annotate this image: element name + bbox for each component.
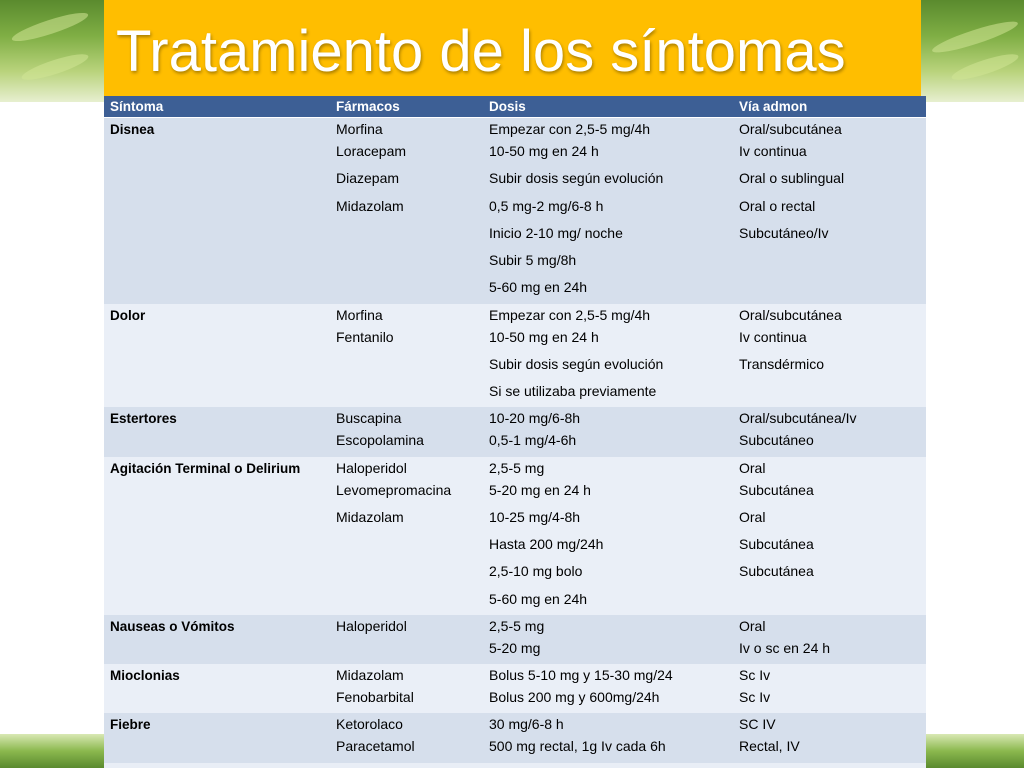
route-cell: Subcutáneo/Iv bbox=[739, 224, 829, 241]
table-row bbox=[330, 713, 926, 735]
drug-cell: Haloperidol bbox=[336, 617, 407, 634]
drug-cell: Midazolam bbox=[336, 667, 404, 683]
route-cell: Subcutáneo bbox=[739, 432, 814, 449]
dose-cell: 10-25 mg/4-8h bbox=[489, 508, 581, 525]
drug-cell bbox=[330, 249, 483, 276]
dose-cell: 2,5-5 mg bbox=[489, 459, 545, 476]
symptom-cell: Agitación Terminal o Delirium bbox=[110, 460, 301, 476]
table-row bbox=[330, 637, 926, 664]
table-row bbox=[330, 140, 926, 167]
table-row bbox=[330, 664, 926, 686]
table-row bbox=[330, 118, 926, 140]
symptom-group bbox=[104, 713, 926, 762]
symptom-group bbox=[104, 407, 926, 456]
route-cell: Oral bbox=[739, 459, 766, 476]
table-row bbox=[330, 533, 926, 560]
route-cell: Rectal, IV bbox=[739, 738, 800, 755]
table-row bbox=[330, 276, 926, 303]
route-cell: Oral bbox=[739, 508, 766, 525]
table-row bbox=[330, 735, 926, 762]
table-row bbox=[330, 353, 926, 380]
symptom-cell: Dolor bbox=[110, 307, 146, 323]
route-cell: Subcutánea bbox=[739, 481, 814, 498]
dose-cell: 0,5-1 mg/4-6h bbox=[489, 432, 577, 449]
dose-cell: Empezar con 2,5-5 mg/4h bbox=[489, 121, 651, 137]
drug-cell bbox=[330, 222, 483, 249]
header-via-admon: Vía admon bbox=[739, 99, 808, 114]
table-header bbox=[104, 96, 926, 118]
dose-cell: 10-50 mg en 24 h bbox=[489, 328, 599, 345]
route-cell: Oral/subcutánea/Iv bbox=[739, 410, 857, 427]
drug-cell: Levomepromacina bbox=[336, 481, 452, 498]
drug-cell bbox=[330, 560, 483, 587]
table-row bbox=[330, 222, 926, 249]
dose-cell: 500 mg rectal, 1g Iv cada 6h bbox=[489, 738, 666, 755]
route-cell bbox=[733, 380, 926, 407]
drug-cell: Buscapina bbox=[336, 410, 402, 427]
drug-cell: Fenobarbital bbox=[336, 689, 414, 705]
table-row bbox=[330, 167, 926, 194]
drug-cell: Loracepam bbox=[336, 143, 407, 159]
header-dosis: Dosis bbox=[489, 99, 526, 114]
dose-cell: Empezar con 2,5-5 mg/4h bbox=[489, 306, 651, 323]
dose-cell: 2,5-10 mg bolo bbox=[489, 563, 583, 580]
symptom-cell: Disnea bbox=[110, 122, 155, 137]
dose-cell: 0,5 mg-2 mg/6-8 h bbox=[489, 197, 604, 214]
table-row bbox=[330, 506, 926, 533]
dose-cell: Inicio 2-10 mg/ noche bbox=[489, 224, 623, 241]
dose-cell: 30 mg/6-8 h bbox=[489, 716, 564, 733]
drug-cell: Morfina bbox=[336, 121, 383, 137]
drug-cell bbox=[330, 380, 483, 407]
drug-cell bbox=[330, 533, 483, 560]
route-cell: Oral bbox=[739, 617, 766, 634]
table-row bbox=[330, 249, 926, 276]
drug-cell: Midazolam bbox=[336, 197, 404, 214]
table-row bbox=[330, 457, 926, 479]
symptom-group bbox=[104, 118, 926, 304]
symptom-group bbox=[104, 664, 926, 713]
drug-cell: Ketorolaco bbox=[336, 716, 403, 733]
symptom-cell: Mioclonias bbox=[110, 668, 180, 683]
table-row bbox=[330, 380, 926, 407]
dose-cell: 2,5-5 mg bbox=[489, 617, 545, 634]
dose-cell: Hasta 200 mg/24h bbox=[489, 536, 604, 552]
dose-cell: Si se utilizaba previamente bbox=[489, 383, 657, 399]
symptom-cell: Nauseas o Vómitos bbox=[110, 618, 235, 634]
route-cell: Iv o sc en 24 h bbox=[739, 639, 831, 656]
drug-cell: Midazolam bbox=[336, 508, 404, 525]
route-cell: SC IV bbox=[739, 716, 776, 733]
table-row bbox=[330, 326, 926, 353]
symptom-group bbox=[104, 457, 926, 615]
route-cell: Transdérmico bbox=[739, 355, 825, 372]
drug-cell: Escopolamina bbox=[336, 432, 424, 449]
slide-title: Tratamiento de los síntomas bbox=[116, 19, 846, 84]
table-row bbox=[330, 195, 926, 222]
drug-cell bbox=[330, 637, 483, 664]
table-row bbox=[330, 615, 926, 637]
dose-cell: 5-60 mg en 24h bbox=[489, 590, 588, 607]
drug-cell bbox=[330, 588, 483, 615]
dose-cell: Subir dosis según evolución bbox=[489, 170, 664, 187]
drug-cell bbox=[330, 353, 483, 380]
dose-cell: 5-60 mg en 24h bbox=[489, 279, 588, 296]
route-cell: Subcutánea bbox=[739, 563, 814, 580]
table-row bbox=[330, 479, 926, 506]
drug-cell: Diazepam bbox=[336, 170, 400, 187]
route-cell bbox=[733, 276, 926, 303]
symptom-cell: Estertores bbox=[110, 411, 177, 427]
route-cell: Subcutánea bbox=[739, 536, 814, 552]
route-cell: Oral/subcutánea bbox=[739, 121, 842, 137]
dose-cell: 5-20 mg en 24 h bbox=[489, 481, 591, 498]
route-cell: Sc Iv bbox=[739, 667, 771, 683]
table-row bbox=[330, 304, 926, 326]
drug-cell bbox=[330, 276, 483, 303]
table-body bbox=[104, 118, 926, 763]
dose-cell: Bolus 5-10 mg y 15-30 mg/24 bbox=[489, 667, 673, 683]
treatment-table bbox=[104, 96, 926, 768]
route-cell: Oral o sublingual bbox=[739, 170, 845, 187]
route-cell: Iv continua bbox=[739, 328, 807, 345]
dose-cell: 10-20 mg/6-8h bbox=[489, 410, 581, 427]
dose-cell: 10-50 mg en 24 h bbox=[489, 143, 599, 159]
drug-cell: Fentanilo bbox=[336, 328, 394, 345]
route-cell: Oral o rectal bbox=[739, 197, 816, 214]
header-sintoma: Síntoma bbox=[110, 99, 164, 114]
table-row bbox=[330, 588, 926, 615]
route-cell bbox=[733, 249, 926, 276]
route-cell bbox=[733, 588, 926, 615]
drug-cell: Morfina bbox=[336, 306, 383, 323]
symptom-group bbox=[104, 304, 926, 408]
route-cell: Oral/subcutánea bbox=[739, 306, 842, 323]
dose-cell: 5-20 mg bbox=[489, 639, 541, 656]
dose-cell: Subir 5 mg/8h bbox=[489, 252, 577, 268]
table-row bbox=[330, 407, 926, 429]
dose-cell: Subir dosis según evolución bbox=[489, 355, 664, 372]
drug-cell: Paracetamol bbox=[336, 738, 415, 755]
table-row bbox=[330, 686, 926, 713]
symptom-group bbox=[104, 615, 926, 664]
title-banner bbox=[104, 0, 921, 96]
table-row bbox=[330, 429, 926, 456]
route-cell: Iv continua bbox=[739, 143, 807, 159]
table-row bbox=[330, 560, 926, 587]
drug-cell: Haloperidol bbox=[336, 459, 407, 476]
dose-cell: Bolus 200 mg y 600mg/24h bbox=[489, 689, 660, 705]
symptom-cell: Fiebre bbox=[110, 717, 151, 733]
header-farmacos: Fármacos bbox=[336, 99, 400, 114]
route-cell: Sc Iv bbox=[739, 689, 771, 705]
